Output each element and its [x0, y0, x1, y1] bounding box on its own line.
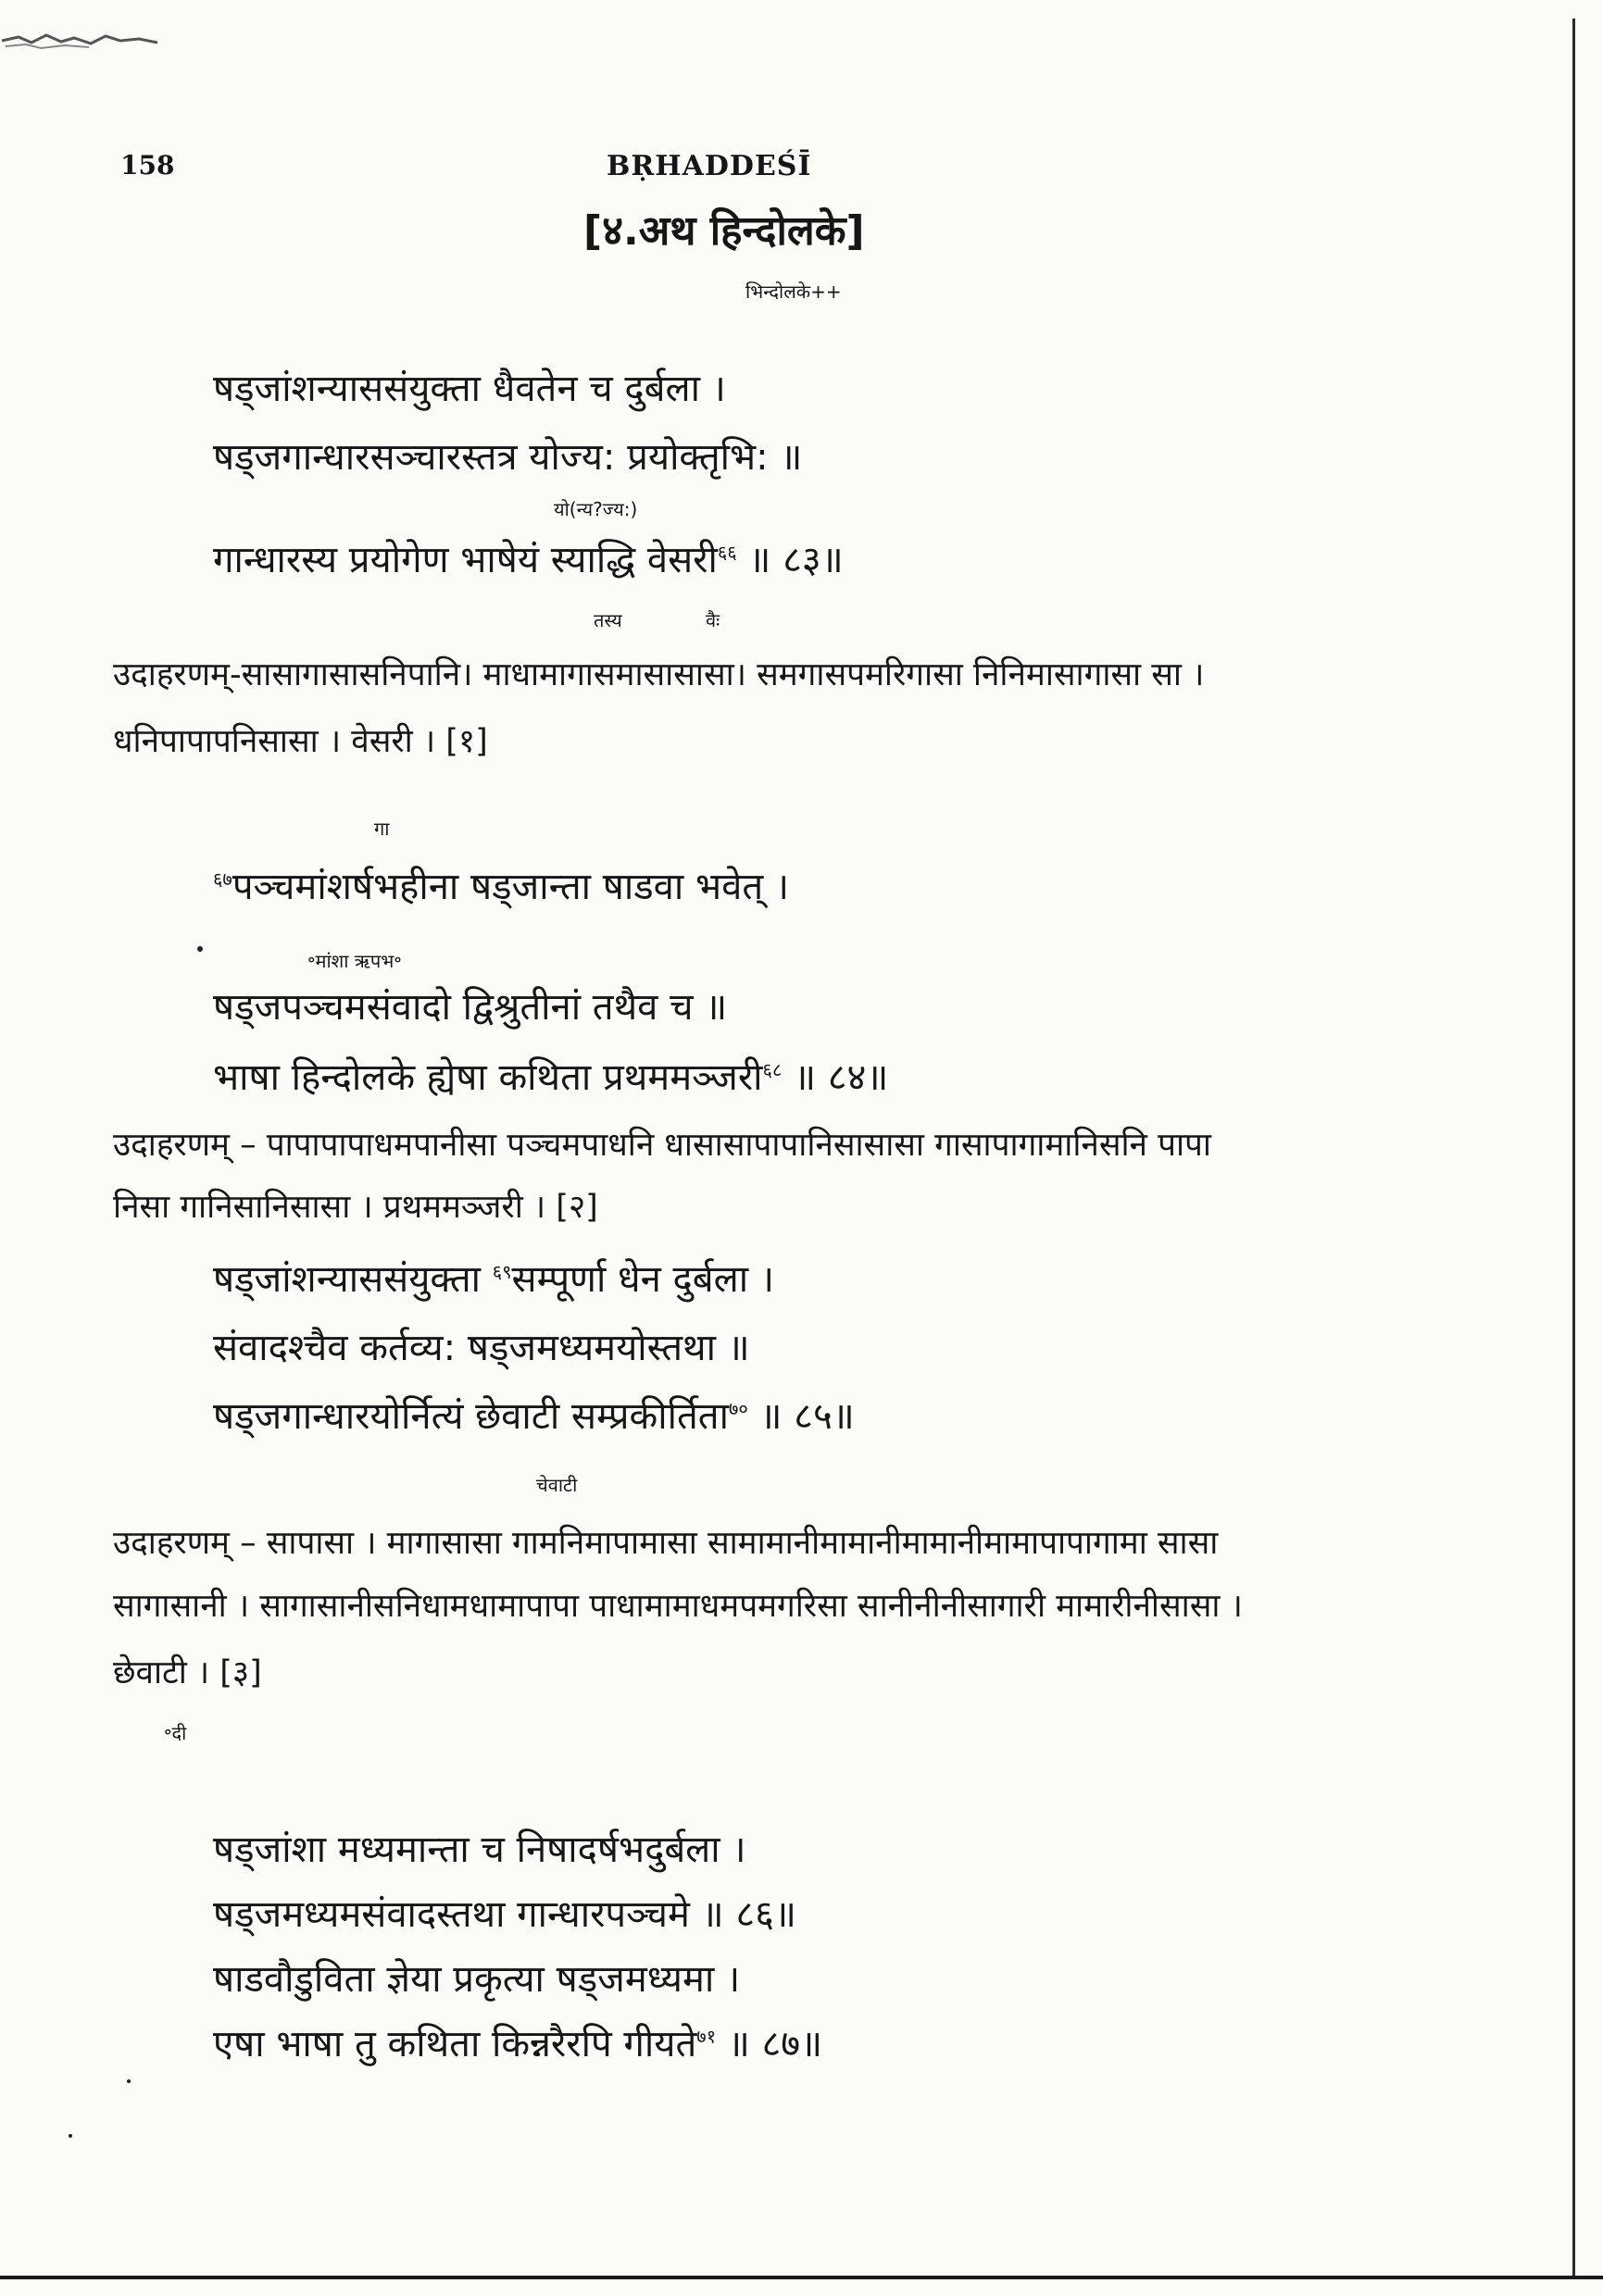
verse-line: षाडवौडुविता ज्ञेया प्रकृत्या षड्जमध्यमा ।: [213, 1958, 741, 2001]
page-number: 158: [120, 150, 175, 181]
example-line: उदाहरणम्-सासागासासनिपानि। माधामागासमासासासा। समगासपमरिगासा निनिमासागासा सा ।: [113, 656, 1205, 693]
example-line: निसा गानिसानिसासा । प्रथममञ्जरी । [२]: [113, 1189, 598, 1226]
example-line: धनिपापापनिसासा । वेसरी । [१]: [113, 723, 488, 760]
scan-edge-line: [0, 2276, 1603, 2279]
variant-note: ॰मांशा ऋपभ॰: [307, 950, 402, 972]
stray-dot: [69, 2134, 72, 2138]
verse-number: ॥ ८३॥: [736, 539, 844, 581]
verse-line: एषा भाषा तु कथिता किन्नरैरपि गीयते$^{७१}$ ॥ ८७॥: [213, 2023, 823, 2065]
verse-line: षड्जगान्धारयोर्नित्यं छेवाटी सम्प्रकीर्तिता$^{७०}$ ॥ ८५॥: [213, 1395, 855, 1438]
variant-note: चेवाटी: [536, 1474, 578, 1496]
verse-line: षड्जमध्यमसंवादस्तथा गान्धारपञ्चमे ॥ ८६॥: [213, 1893, 796, 1936]
footnote-mark: ६९: [492, 1260, 512, 1283]
verse-line: $^{६७}$पञ्चमांशर्षभहीना षड्जान्ता षाडवा भवेत् ।: [213, 866, 789, 908]
verse-line: षड्जगान्धारसञ्चारस्तत्र योज्य: प्रयोक्तृभि: ॥: [213, 436, 803, 479]
scan-noise: [0, 28, 176, 52]
footnote-mark: ६८: [762, 1058, 783, 1081]
variant-note: तस्य: [594, 609, 622, 631]
example-line: छेवाटी । [३]: [113, 1654, 262, 1691]
verse-line: षड्जांशन्याससंयुक्ता धैवतेन च दुर्बला ।: [213, 368, 726, 410]
verse-line: षड्जांशा मध्यमान्ता च निषादर्षभदुर्बला ।: [213, 1828, 746, 1871]
running-head: BṚHADDEŚĪ: [607, 150, 812, 182]
stray-dot: [197, 946, 203, 952]
footnote-mark: ७१: [696, 2025, 717, 2048]
verse-line: षड्जांशन्याससंयुक्ता $^{६९}$सम्पूर्णा धेन दुर्बला ।: [213, 1258, 774, 1301]
variant-note: यो(न्य?ज्य:): [554, 498, 638, 520]
section-heading: [४.अथ हिन्दोलके]: [583, 207, 865, 255]
variant-note: ॰दी: [164, 1722, 187, 1744]
stray-dot: [127, 2079, 131, 2083]
scan-edge-line: [1572, 19, 1575, 2277]
verse-number: ॥ ८५॥: [747, 1395, 855, 1438]
verse-line: संवादश्चैव कर्तव्य: षड्जमध्यमयोस्तथा ॥: [213, 1327, 750, 1369]
footnote-mark: ७०: [728, 1397, 748, 1420]
verse-line: गान्धारस्य प्रयोगेण भाषेयं स्याद्धि वेसरी$^{६६}$ ॥ ८३॥: [213, 539, 844, 581]
verse-line: षड्जपञ्चमसंवादो द्विश्रुतीनां तथैव च ॥: [213, 986, 728, 1029]
verse-number: ॥ ८७॥: [716, 2023, 823, 2065]
variant-note: वैः: [706, 609, 720, 631]
example-line: उदाहरणम् – सापासा । मागासासा गामनिमापामासा सामामानीमामानीमामानीमामापापागामा सासा: [113, 1525, 1219, 1562]
footnote-mark: ६६: [717, 541, 737, 564]
example-line: उदाहरणम् – पापापापाधमपानीसा पञ्चमपाधनि धासासापापानिसासासा गासापागामानिसनि पापा: [113, 1127, 1211, 1164]
variant-note: गा: [374, 817, 390, 840]
example-line: सागासानी । सागासानीसनिधामधामापापा पाधामामाधमपमगरिसा सानीनीनीसागारी मामारीनीसासा ।: [113, 1588, 1243, 1625]
verse-number: ॥ ८४॥: [782, 1056, 889, 1099]
footnote-mark: ६७: [213, 867, 232, 891]
verse-line: भाषा हिन्दोलके ह्येषा कथिता प्रथममञ्जरी$^{६८}$ ॥ ८४॥: [213, 1056, 889, 1099]
variant-note: भिन्दोलके++: [745, 281, 842, 303]
